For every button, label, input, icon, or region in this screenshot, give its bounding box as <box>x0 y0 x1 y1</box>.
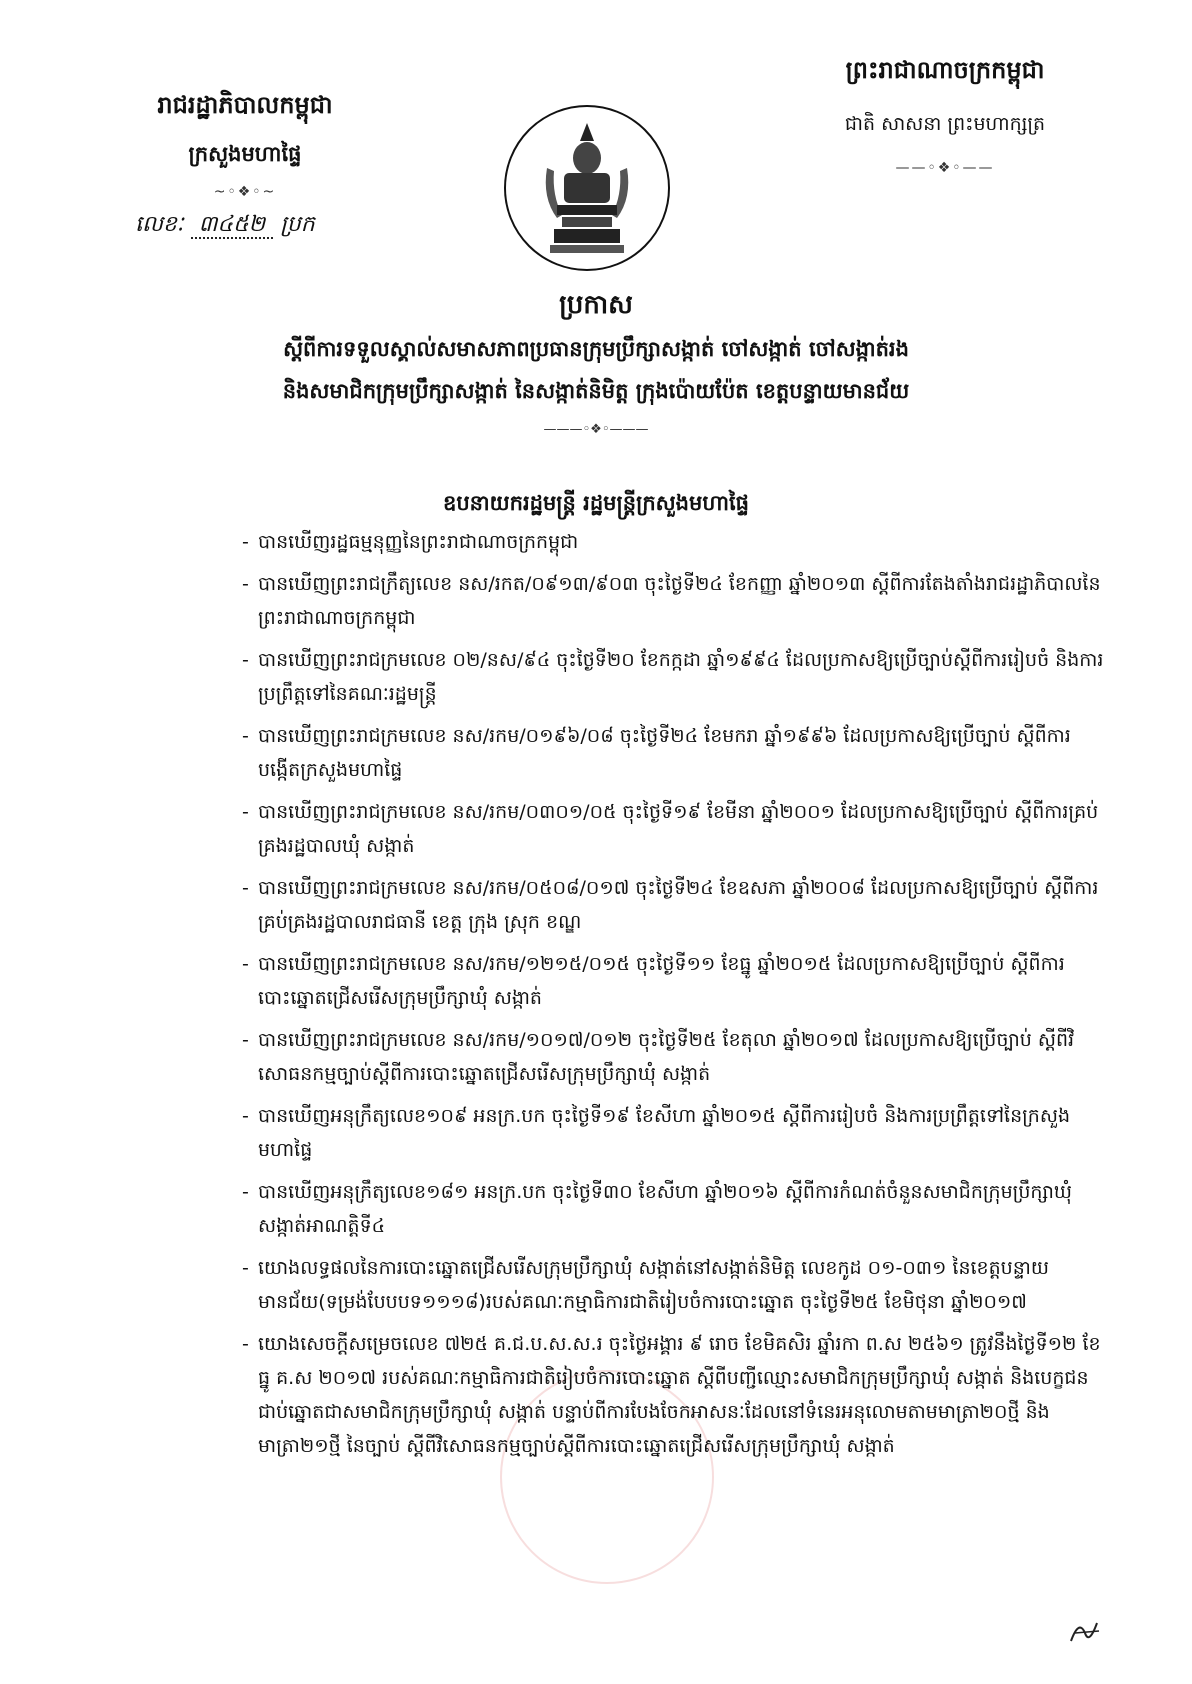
dash-bullet-icon: - <box>242 877 249 899</box>
list-item <box>242 567 1108 635</box>
list-item <box>242 1175 1108 1243</box>
list-item <box>242 525 1108 559</box>
ref-label: លេខៈ <box>135 212 184 237</box>
national-emblem-icon <box>502 103 672 273</box>
list-item <box>242 1327 1108 1463</box>
list-item <box>242 719 1108 787</box>
dash-bullet-icon: - <box>242 1333 249 1355</box>
list-item <box>242 643 1108 711</box>
list-item <box>242 1251 1108 1319</box>
dash-bullet-icon: - <box>242 1181 249 1203</box>
item-text: បានឃើញព្រះរាជក្រមលេខ នស/រកម/១០១៧/០១២ ចុះថ្ងៃទី២៥ ខែតុលា ឆ្នាំ២០១៧ ដែលប្រកាសឱ្យប្រើច្បាប់ ស្តីពីវិសោធនកម្មច្បាប់ស្តីពីការបោះឆ្នោតជ្រើសរើសក្រុមប្រឹក្សាឃុំ សង្កាត់ <box>258 1029 1075 1085</box>
dash-bullet-icon: - <box>242 801 249 823</box>
dash-bullet-icon: - <box>242 573 249 595</box>
list-item <box>242 795 1108 863</box>
subject-line-1: ស្តីពីការទទួលស្គាល់សមាសភាពប្រធានក្រុមប្រឹក្សាសង្កាត់ ចៅសង្កាត់ ចៅសង្កាត់រង <box>283 337 909 361</box>
national-motto: ជាតិ សាសនា ព្រះមហាក្សត្រ <box>844 113 1046 135</box>
ref-number: ៣៤៥២ <box>191 212 274 239</box>
list-item <box>242 1099 1108 1167</box>
left-ornament: ~◦❖◦~ <box>213 184 277 200</box>
ref-suffix: ប្រក <box>280 212 315 237</box>
item-text: បានឃើញព្រះរាជក្រមលេខ នស/រកម/០៥០៨/០១៧ ចុះថ្ងៃទី២៤ ខែឧសភា ឆ្នាំ២០០៨ ដែលប្រកាសឱ្យប្រើច្បាប់ ស្តីពីការគ្រប់គ្រងរដ្ឋបាលរាជធានី ខេត្ត ក្រុង ស្រុក ខណ្ឌ <box>258 877 1099 933</box>
title-block <box>140 288 1052 437</box>
dash-bullet-icon: - <box>242 1029 249 1051</box>
right-ornament: ——◦❖◦—— <box>895 160 995 176</box>
item-text: បានឃើញរដ្ឋធម្មនុញ្ញនៃព្រះរាជាណាចក្រកម្ពុជា <box>258 531 579 553</box>
dash-bullet-icon: - <box>242 531 249 553</box>
list-item <box>242 1023 1108 1091</box>
dash-bullet-icon: - <box>242 1105 249 1127</box>
government-name: រាជរដ្ឋាភិបាលកម្ពុជា <box>157 91 333 119</box>
right-header <box>790 55 1100 176</box>
dash-bullet-icon: - <box>242 649 249 671</box>
ministry-name: ក្រសួងមហាផ្ទៃ <box>188 142 302 166</box>
item-text: យោងលទ្ធផលនៃការបោះឆ្នោតជ្រើសរើសក្រុមប្រឹក្សាឃុំ សង្កាត់នៅសង្កាត់និមិត្ត លេខកូដ ០១-០៣១ នៃខេត្តបន្ទាយមានជ័យ(ទម្រង់បែបបទ១១១៨)របស់គណៈកម្មាធិការជាតិរៀបចំការបោះឆ្នោត ចុះថ្ងៃទី២៥ ខែមិថុនា ឆ្នាំ២០១៧ <box>258 1257 1049 1313</box>
preamble-list <box>242 525 1108 1471</box>
reference-number <box>135 210 315 242</box>
document-type: ប្រកាស <box>559 290 633 320</box>
dash-bullet-icon: - <box>242 725 249 747</box>
item-text: បានឃើញព្រះរាជក្រមលេខ នស/រកម/១២១៥/០១៥ ចុះថ្ងៃទី១១ ខែធ្នូ ឆ្នាំ២០១៥ ដែលប្រកាសឱ្យប្រើច្បាប់ ស្តីពីការបោះឆ្នោតជ្រើសរើសក្រុមប្រឹក្សាឃុំ សង្កាត់ <box>258 953 1065 1009</box>
item-text: បានឃើញព្រះរាជក្រមលេខ នស/រកម/០៣០១/០៥ ចុះថ្ងៃទី១៩ ខែមីនា ឆ្នាំ២០០១ ដែលប្រកាសឱ្យប្រើច្បាប់ ស្តីពីការគ្រប់គ្រងរដ្ឋបាលឃុំ សង្កាត់ <box>258 801 1099 857</box>
kingdom-name: ព្រះរាជាណាចក្រកម្ពុជា <box>845 56 1045 84</box>
item-text: យោងសេចក្តីសម្រេចលេខ ៧២៥ គ.ជ.ប.ស.ស.រ ចុះថ្ងៃអង្គារ ៩ រោច ខែមិគសិរ ឆ្នាំរកា ព.ស ២៥៦១ ត្រូវនឹងថ្ងៃទី១២ ខែធ្នូ គ.ស ២០១៧ របស់គណៈកម្មាធិការជាតិរៀបចំការបោះឆ្នោត ស្តីពីបញ្ជីឈ្មោះសមាជិកក្រុមប្រឹក្សាឃុំ សង្កាត់ និងបេក្ខជនជាប់ឆ្នោតជាសមាជិកក្រុមប្រឹក្សាឃុំ សង្កាត់ បន្ទាប់ពីការបែងចែកអាសនៈដែលនៅទំនេរអនុលោមតាមមាត្រា២០ថ្មី និងមាត្រា២១ថ្មី នៃច្បាប់ ស្តីពីវិសោធនកម្មច្បាប់ស្តីពីការបោះឆ្នោតជ្រើសរើសក្រុមប្រឹក្សាឃុំ សង្កាត់ <box>258 1333 1101 1457</box>
item-text: បានឃើញព្រះរាជក្រឹត្យលេខ នស/រកត/០៩១៣/៩០៣ ចុះថ្ងៃទី២៤ ខែកញ្ញា ឆ្នាំ២០១៣ ស្តីពីការតែងតាំងរាជរដ្ឋាភិបាលនៃព្រះរាជាណាចក្រកម្ពុជា <box>258 573 1101 629</box>
list-item <box>242 947 1108 1015</box>
item-text: បានឃើញព្រះរាជក្រមលេខ នស/រកម/០១៩៦/០៨ ចុះថ្ងៃទី២៤ ខែមករា ឆ្នាំ១៩៩៦ ដែលប្រកាសឱ្យប្រើច្បាប់ ស្តីពីការបង្កើតក្រសួងមហាផ្ទៃ <box>258 725 1071 781</box>
list-item <box>242 871 1108 939</box>
dash-bullet-icon: - <box>242 1257 249 1279</box>
title-ornament: ———◦❖◦——— <box>543 422 649 437</box>
signatory-title: ឧបនាយករដ្ឋមន្ត្រី រដ្ឋមន្ត្រីក្រសួងមហាផ្ទៃ <box>442 491 749 515</box>
subject-line-2: និងសមាជិកក្រុមប្រឹក្សាសង្កាត់ នៃសង្កាត់និមិត្ត ក្រុងប៉ោយប៉ែត ខេត្តបន្ទាយមានជ័យ <box>282 379 910 403</box>
item-text: បានឃើញអនុក្រឹត្យលេខ១០៩ អនក្រ.បក ចុះថ្ងៃទី១៩ ខែសីហា ឆ្នាំ២០១៥ ស្តីពីការរៀបចំ និងការប្រព្រឹត្តទៅនៃក្រសួងមហាផ្ទៃ <box>258 1105 1071 1161</box>
item-text: បានឃើញព្រះរាជក្រមលេខ ០២/នស/៩៤ ចុះថ្ងៃទី២០ ខែកក្កដា ឆ្នាំ១៩៩៤ ដែលប្រកាសឱ្យប្រើច្បាប់ស្តីពីការរៀបចំ និងការប្រព្រឹត្តទៅនៃគណៈរដ្ឋមន្ត្រី <box>258 649 1104 705</box>
dash-bullet-icon: - <box>242 953 249 975</box>
item-text: បានឃើញអនុក្រឹត្យលេខ១៨១ អនក្រ.បក ចុះថ្ងៃទី៣០ ខែសីហា ឆ្នាំ២០១៦ ស្តីពីការកំណត់ចំនួនសមាជិកក្រុមប្រឹក្សាឃុំ សង្កាត់អាណត្តិទី៤ <box>258 1181 1072 1237</box>
handwritten-initial-icon <box>1065 1615 1105 1653</box>
left-header <box>95 90 395 200</box>
